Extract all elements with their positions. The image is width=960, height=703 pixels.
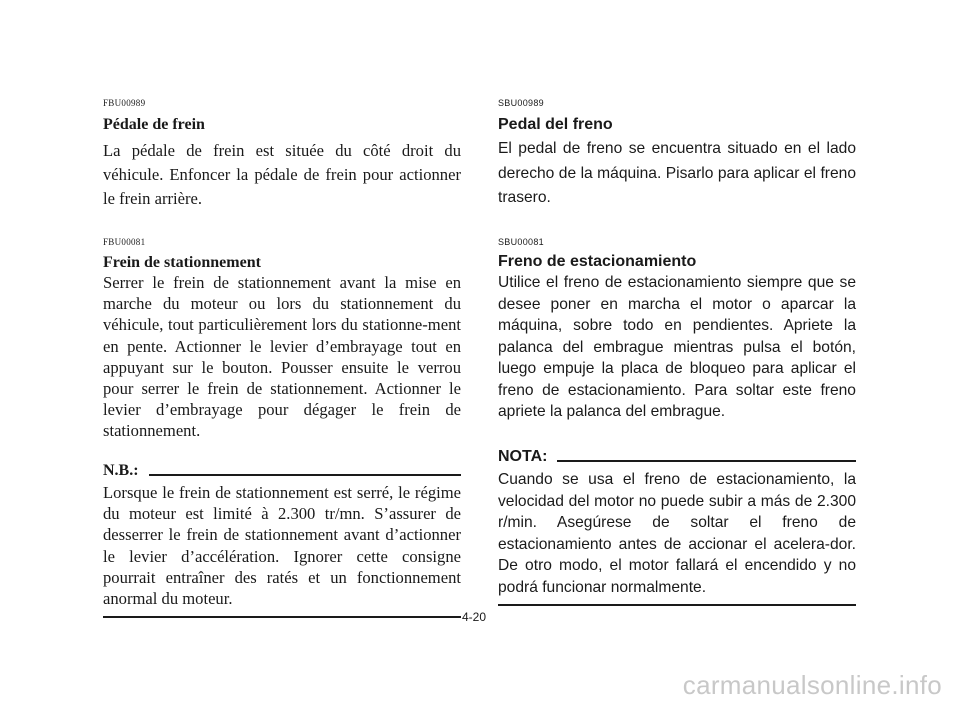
section-code-brake-pedal-es: SBU00989	[498, 98, 544, 108]
paragraph-brake-pedal-fr: La pédale de frein est située du côté droit du véhicule. Enfoncer la pédale de frein pour actionner le frein arrière.	[103, 141, 461, 208]
note-rule-es	[557, 460, 856, 462]
paragraph-note-es: Cuando se usa el freno de estacionamiento, la velocidad del motor no puede subir a más de 2.300 r/min. Asegúrese de soltar el freno de estacionamiento antes de accionar el acelera-dor. De otro modo, el motor fallará el encendido y no podrá funcionar normalmente.	[498, 471, 856, 596]
note-header-fr	[103, 462, 461, 480]
note-header-es	[498, 448, 856, 466]
note-bottom-rule-es	[498, 604, 856, 606]
heading-brake-pedal-fr: Pédale de frein	[103, 116, 205, 133]
heading-parking-brake-es: Freno de estacionamiento	[498, 253, 697, 270]
paragraph-parking-brake-es: Utilice el freno de estacionamiento siempre que se desee poner en marcha el motor o aparcar la máquina, sobre todo en pendientes. Apriete la palanca del embrague mientras pulsa el botón, luego empuje la placa de bloqueo para aplicar el freno de estacionamiento. Para soltar este freno apriete la palanca del embrague.	[498, 274, 856, 420]
note-label-es: NOTA:	[498, 448, 548, 465]
paragraph-parking-brake-fr: Serrer le frein de stationnement avant la mise en marche du moteur ou lors du stationnement du véhicule, tout particulièrement lors du stationne-ment en pente. Actionner le levier d’embrayage tout en appuyant sur le bouton. Pousser ensuite le verrou pour serrer le frein de stationnement. Actionner le levier d’embrayage pour dégager le frein de stationnement.	[103, 273, 461, 441]
paragraph-note-fr: Lorsque le frein de stationnement est serré, le régime du moteur est limité à 2.300 tr/mn. S’assurer de desserrer le frein de stationnement avant d’actionner le levier d’accélération. Ignorer cette consigne pourrait entraîner des ratés et un fonctionnement anormal du moteur.	[103, 483, 461, 609]
heading-parking-brake-fr: Frein de stationnement	[103, 254, 261, 271]
paragraph-brake-pedal-es: El pedal de freno se encuentra situado en el lado derecho de la máquina. Pisarlo para aplicar el freno trasero.	[498, 140, 856, 206]
note-bottom-rule-fr	[103, 616, 461, 618]
watermark: carmanualsonline.info	[682, 670, 942, 700]
page-number: 4-20	[462, 610, 487, 624]
note-label-fr: N.B.:	[103, 462, 139, 479]
section-code-parking-brake-fr: FBU00081	[103, 237, 146, 247]
note-rule-fr	[149, 474, 461, 476]
section-code-brake-pedal-fr: FBU00989	[103, 98, 146, 108]
heading-brake-pedal-es: Pedal del freno	[498, 116, 613, 133]
section-code-parking-brake-es: SBU00081	[498, 237, 544, 247]
